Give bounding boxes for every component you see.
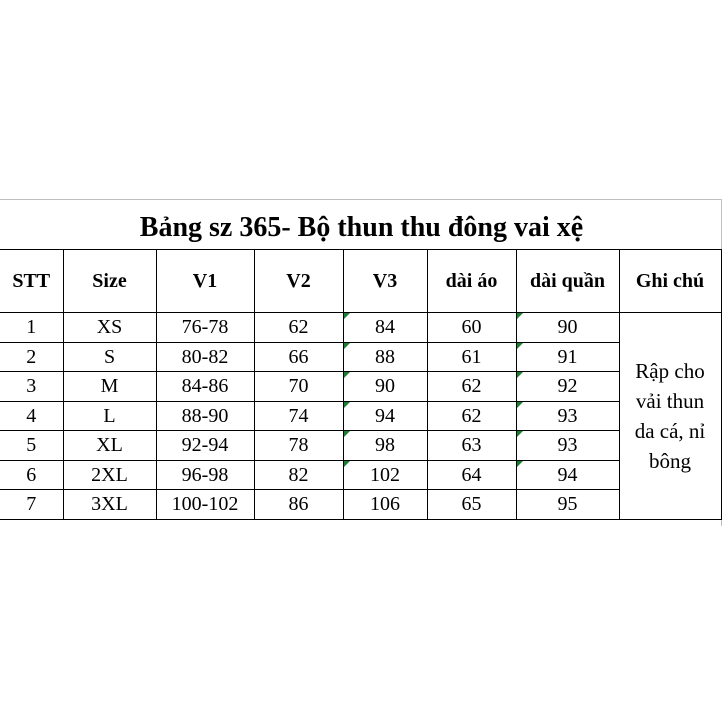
cell-size: L bbox=[63, 401, 156, 431]
cell-stt: 6 bbox=[0, 460, 63, 490]
header-v1: V1 bbox=[156, 250, 254, 313]
header-dai-quan: dài quần bbox=[516, 250, 619, 313]
cell-stt: 1 bbox=[0, 313, 63, 343]
header-size: Size bbox=[63, 250, 156, 313]
cell-dai-quan: 93 bbox=[516, 431, 619, 461]
cell-v3: 90 bbox=[343, 372, 427, 402]
cell-v1: 84-86 bbox=[156, 372, 254, 402]
table-row bbox=[0, 401, 721, 431]
header-row bbox=[0, 250, 721, 313]
cell-v3: 94 bbox=[343, 401, 427, 431]
cell-v3: 102 bbox=[343, 460, 427, 490]
cell-stt: 7 bbox=[0, 490, 63, 520]
header-ghi-chu: Ghi chú bbox=[619, 250, 721, 313]
cell-v3: 88 bbox=[343, 342, 427, 372]
cell-stt: 4 bbox=[0, 401, 63, 431]
table-row bbox=[0, 431, 721, 461]
note-cell: Rập cho vải thun da cá, nỉ bông bbox=[619, 313, 721, 520]
cell-dai-quan: 92 bbox=[516, 372, 619, 402]
cell-dai-ao: 63 bbox=[427, 431, 516, 461]
cell-v2: 62 bbox=[254, 313, 343, 343]
cell-v2: 74 bbox=[254, 401, 343, 431]
cell-stt: 2 bbox=[0, 342, 63, 372]
cell-v1: 88-90 bbox=[156, 401, 254, 431]
cell-dai-quan: 91 bbox=[516, 342, 619, 372]
cell-v1: 100-102 bbox=[156, 490, 254, 520]
table-row bbox=[0, 342, 721, 372]
cell-dai-quan: 93 bbox=[516, 401, 619, 431]
cell-dai-ao: 62 bbox=[427, 372, 516, 402]
cell-v2: 86 bbox=[254, 490, 343, 520]
cell-dai-ao: 61 bbox=[427, 342, 516, 372]
table-row bbox=[0, 372, 721, 402]
header-stt: STT bbox=[0, 250, 63, 313]
table-row bbox=[0, 460, 721, 490]
header-v2: V2 bbox=[254, 250, 343, 313]
cell-v2: 78 bbox=[254, 431, 343, 461]
cell-v3: 98 bbox=[343, 431, 427, 461]
table-row bbox=[0, 490, 721, 520]
cell-size: XS bbox=[63, 313, 156, 343]
cell-size: M bbox=[63, 372, 156, 402]
cell-stt: 5 bbox=[0, 431, 63, 461]
header-dai-ao: dài áo bbox=[427, 250, 516, 313]
size-table bbox=[0, 249, 722, 520]
cell-dai-ao: 64 bbox=[427, 460, 516, 490]
cell-size: 3XL bbox=[63, 490, 156, 520]
cell-v1: 96-98 bbox=[156, 460, 254, 490]
cell-v2: 66 bbox=[254, 342, 343, 372]
cell-v3: 84 bbox=[343, 313, 427, 343]
cell-v2: 82 bbox=[254, 460, 343, 490]
cell-v1: 92-94 bbox=[156, 431, 254, 461]
cell-size: XL bbox=[63, 431, 156, 461]
cell-stt: 3 bbox=[0, 372, 63, 402]
cell-size: S bbox=[63, 342, 156, 372]
header-v3: V3 bbox=[343, 250, 427, 313]
cell-dai-quan: 90 bbox=[516, 313, 619, 343]
cell-dai-quan: 95 bbox=[516, 490, 619, 520]
table-title: Bảng sz 365- Bộ thun thu đông vai xệ bbox=[139, 212, 584, 243]
cell-dai-ao: 60 bbox=[427, 313, 516, 343]
cell-v3: 106 bbox=[343, 490, 427, 520]
cell-size: 2XL bbox=[63, 460, 156, 490]
cell-v2: 70 bbox=[254, 372, 343, 402]
cell-dai-ao: 62 bbox=[427, 401, 516, 431]
cell-dai-quan: 94 bbox=[516, 460, 619, 490]
table-row bbox=[0, 313, 721, 343]
cell-v1: 80-82 bbox=[156, 342, 254, 372]
cell-dai-ao: 65 bbox=[427, 490, 516, 520]
cell-v1: 76-78 bbox=[156, 313, 254, 343]
